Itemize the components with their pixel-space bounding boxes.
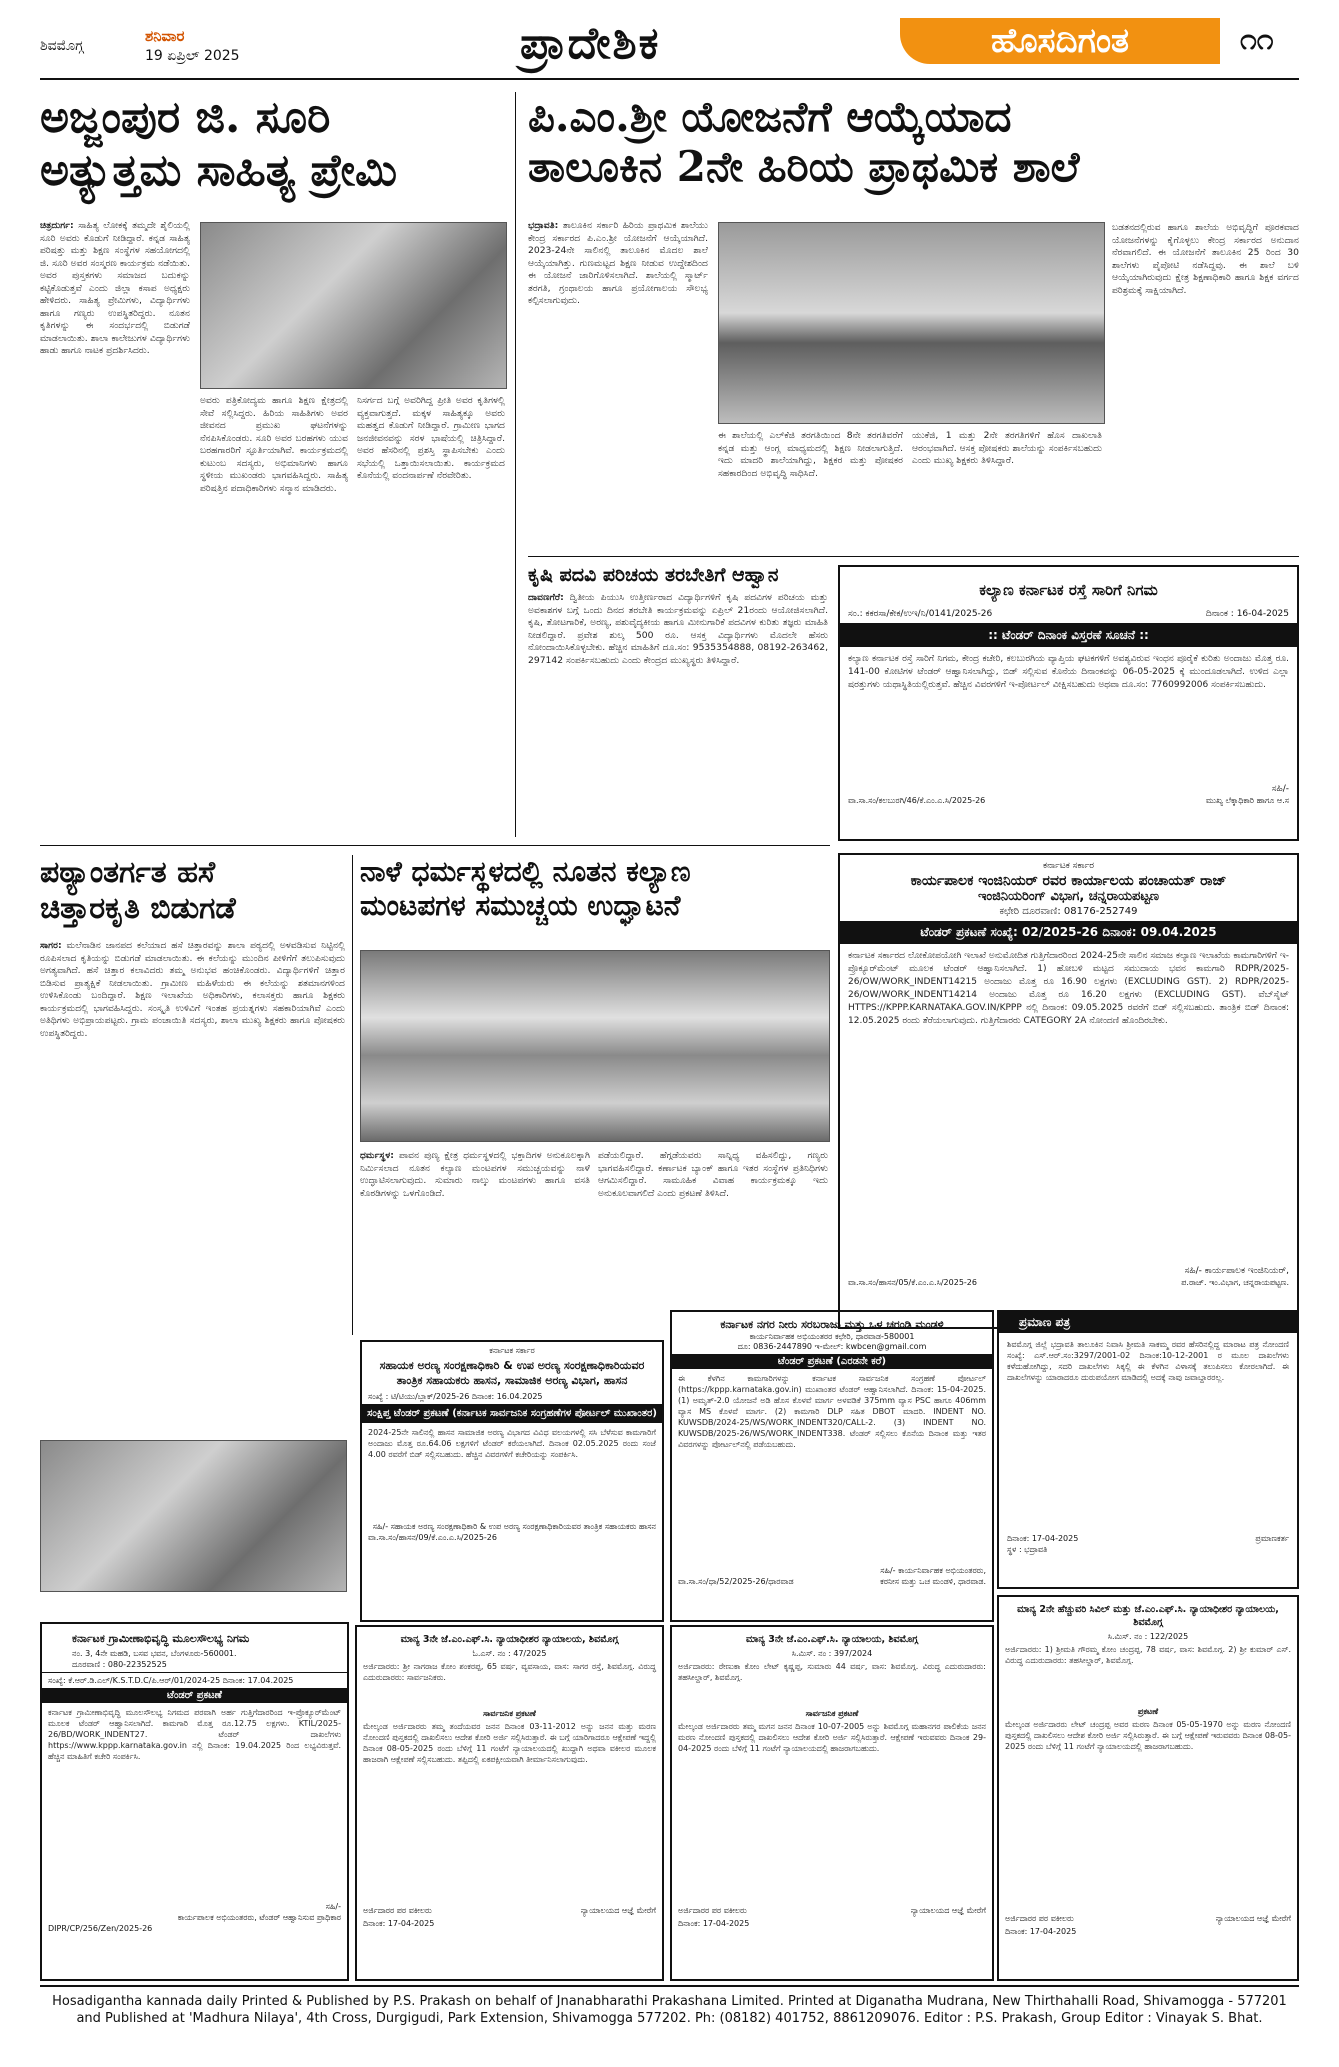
story2-body4: ಬಡತನದಲ್ಲಿರುವ ಹಾಗೂ ಶಾಲೆಯ ಅಭಿವೃದ್ಧಿಗೆ ಪೂರಕವಾದ ಯೋಜನೆಗಳನ್ನು ಕೈಗೊಳ್ಳಲು ಕೇಂದ್ರ ಸರ್ಕಾರದ ಅನುದಾನ ನೆರವಾಗಲಿದೆ. ಈ ಯೋಜನೆಗೆ ತಾಲೂಕಿನ 25 ರಿಂದ 30 ಶಾಲೆಗಳು ಪೈಪೋಟಿ ನಡೆಸಿದ್ದವು. ಈ ಶಾಲೆ ಬಳಿ ಆಯ್ಕೆಯಾಗಿರುವುದು ಕ್ಷೇತ್ರ ಶಿಕ್ಷಣಾಧಿಕಾರಿ ಹಾಗೂ ಶಿಕ್ಷಕ ವರ್ಗದ ಪರಿಶ್ರಮಕ್ಕೆ ಸಾಕ್ಷಿಯಾಗಿದೆ. (1112, 222, 1299, 296)
ad-krdcl-body: ಕಲ್ಯಾಣ ಕರ್ನಾಟಕ ರಸ್ತೆ ಸಾರಿಗೆ ನಿಗಮ, ಕೇಂದ್ರ ಕಚೇರಿ, ಕಲಬುರಗಿಯ ವ್ಯಾಪ್ತಿಯ ಘಟಕಗಳಿಗೆ ಅವಶ್ಯವಿರುವ ಇಂಧನ ಪೂರೈಕೆ ಕುರಿತು ಅಂದಾಜು ಮೊತ್ತ ರೂ. 141-00 ಕೋಟಿಗಳ ಟೆಂಡರ್ ಆಹ್ವಾನಿಸಲಾಗಿದ್ದು, ಬಿಡ್ ಸಲ್ಲಿಸುವ ಕೊನೆಯ ದಿನಾಂಕವನ್ನು 06-05-2025 ಕ್ಕೆ ಮುಂದೂಡಲಾಗಿದೆ. ಉಳಿದ ಎಲ್ಲಾ ಷರತ್ತುಗಳು ಯಥಾಸ್ಥಿತಿಯಲ್ಲಿರುತ್ತವೆ. ಹೆಚ್ಚಿನ ವಿವರಗಳಿಗೆ ಇ-ಪೋರ್ಟಲ್ ವೀಕ್ಷಿಸಬಹುದು ಅಥವಾ ದೂ.ಸಂ: 7760992006 ಸಂಪರ್ಕಿಸಬಹುದು. (848, 654, 1289, 690)
court3-title: ಮಾನ್ಯ 2ನೇ ಹೆಚ್ಚುವರಿ ಸಿವಿಲ್ ಮತ್ತು ಜೆ.ಎಂ.ಎಫ್.ಸಿ. ನ್ಯಾಯಾಧೀಶರ ನ್ಯಾಯಾಲಯ, ಶಿವಮೊಗ್ಗ (1017, 1604, 1279, 1628)
ad-krdcl-ref: ಸಂ.: ಕಕರಸಾ/ಕೇಕ/ಉಇ/ನಿ/0141/2025-26 (848, 609, 993, 619)
divider (40, 845, 830, 846)
ad-certificate-title: ಪ್ರಮಾಣ ಪತ್ರ (999, 1312, 1297, 1333)
story4-headline (40, 855, 345, 927)
court2-case: ಸಿ.ಮಿಸ್. ನಂ : 397/2024 (791, 1649, 873, 1658)
story1-body2: ಅವರು ಪತ್ರಿಕೋದ್ಯಮ ಹಾಗೂ ಶಿಕ್ಷಣ ಕ್ಷೇತ್ರದಲ್ಲಿ ಸೇವೆ ಸಲ್ಲಿಸಿದ್ದರು. ಹಿರಿಯ ಸಾಹಿತಿಗಳು ಅವರ ಜೀವನದ ಪ್ರಮುಖ ಘಟನೆಗಳನ್ನು ನೆನಪಿಸಿಕೊಂಡರು. ಸೂರಿ ಅವರ ಬರಹಗಳು ಯುವ ಬರಹಗಾರರಿಗೆ ಸ್ಫೂರ್ತಿಯಾಗಿವೆ. ಕಾರ್ಯಕ್ರಮದಲ್ಲಿ ಕುಟುಂಬ ಸದಸ್ಯರು, ಅಭಿಮಾನಿಗಳು ಹಾಗೂ ಸ್ಥಳೀಯ ಮುಖಂಡರು ಭಾಗವಹಿಸಿದ್ದರು. ಸಾಹಿತ್ಯ ಪರಿಷತ್ತಿನ ಪದಾಧಿಕಾರಿಗಳು ಸನ್ಮಾನ ಮಾಡಿದರು. (200, 395, 348, 494)
ad-pwd-foot (840, 1276, 1297, 1290)
court1-sign: ನ್ಯಾಯಾಲಯದ ಆಜ್ಞೆ ಮೇರೆಗೆ (580, 1906, 656, 1915)
ad-krdl-sign: ಸಹಿ/- (325, 1902, 341, 1911)
ad-certificate-body: ಶಿವಮೊಗ್ಗ ಜಿಲ್ಲೆ ಭದ್ರಾವತಿ ತಾಲೂಕಿನ ನಿವಾಸಿ ಶ್ರೀಮತಿ ಸಾಕಮ್ಮ ರವರ ಹೆಸರಿನಲ್ಲಿದ್ದ ಮಾರಾಟ ಪತ್ರ ನೋಂದಣಿ ಸಂಖ್ಯೆ: ಎಸ್.ಆರ್.ಸಂ:3297/2001-02 ದಿನಾಂಕ:10-12-2001 ರ ಮೂಲ ದಾಖಲೆಗಳು ಕಳೆದುಹೋಗಿದ್ದು, ಸದರಿ ದಾಖಲೆಗಳು ಸಿಕ್ಕಲ್ಲಿ ಈ ಕೆಳಗಿನ ವಿಳಾಸಕ್ಕೆ ತಲುಪಿಸಲು ಕೋರಲಾಗಿದೆ. ಈ ದಾಖಲೆಗಳನ್ನು ಯಾರಾದರೂ ದುರುಪಯೋಗ ಮಾಡಿದಲ್ಲಿ ಅದಕ್ಕೆ ನಾವು ಜವಾಬ್ದಾರರಲ್ಲ. (1007, 1340, 1289, 1382)
brand-logo (900, 18, 1220, 64)
court2-parties: ಅರ್ಜಿದಾರರು: ರೇಣುಕಾ ಕೋಂ ಲೇಟ್ ಕೃಷ್ಣಪ್ಪ, ಸುಮಾರು 44 ವರ್ಷ, ವಾಸ: ಶಿವಮೊಗ್ಗ. ವಿರುದ್ಧ ಎದುರುದಾರರು: ತಹಸೀಲ್ದಾರ್, ಶಿವಮೊಗ್ಗ. (678, 1662, 986, 1682)
court2-date: ದಿನಾಂಕ: 17-04-2025 (678, 1919, 750, 1928)
ad-forest-band: ಸಂಕ್ಷಿಪ್ತ ಟೆಂಡರ್ ಪ್ರಕಟಣೆ (ಕರ್ನಾಟಕ ಸಾರ್ವಜನಿಕ ಸಂಗ್ರಹಣೆಗಳ ಪೋರ್ಟಲ್ ಮುಖಾಂತರ) (362, 1404, 662, 1423)
divider (352, 855, 353, 1335)
story5-col1 (360, 1150, 590, 1330)
story5-headline-line2: ಮಂಟಪಗಳ ಸಮುಚ್ಚಯ ಉದ್ಘಾಟನೆ (360, 888, 681, 922)
ad-forest-sign: ಸಹಿ/- ಸಹಾಯಕ ಅರಣ್ಯ ಸಂರಕ್ಷಣಾಧಿಕಾರಿ & ಉಪ ಅರಣ್ಯ ಸಂರಕ್ಷಣಾಧಿಕಾರಿಯವರ ತಾಂತ್ರಿಕ ಸಹಾಯಕರು ಹಾಸನ (372, 1522, 656, 1531)
court3-parties: ಅರ್ಜಿದಾರರು: 1) ಶ್ರೀಮತಿ ಗೌರಮ್ಮ ಕೋಂ ಚಂದ್ರಪ್ಪ, 78 ವರ್ಷ, ವಾಸ: ಶಿವಮೊಗ್ಗ. 2) ಶ್ರೀ ಕುಮಾರ್ ಎಸ್. ವಿರುದ್ಧ ಎದುರುದಾರರು: ತಹಸೀಲ್ದಾರ್, ಶಿವಮೊಗ್ಗ. (1005, 1645, 1291, 1665)
story2-col1 (528, 220, 708, 550)
ad-kuwsdb-body: ಈ ಕೆಳಗಿನ ಕಾಮಗಾರಿಗಳನ್ನು ಕರ್ನಾಟಕ ಸಾರ್ವಜನಿಕ ಸಂಗ್ರಹಣೆ ಪೋರ್ಟಲ್ (https://kppp.karnataka.gov.in) ಮುಖಾಂತರ ಟೆಂಡರ್ ಆಹ್ವಾನಿಸಲಾಗಿದೆ. ದಿನಾಂಕ: 15-04-2025. (1) ಅಮೃತ್-2.0 ಯೋಜನೆ ಅಡಿ ಹೊಸ ಕೊಳವೆ ಮಾರ್ಗ ಅಳವಡಿಕೆ 375mm ವ್ಯಾಸ PSC ಹಾಗೂ 406mm ವ್ಯಾಸ MS ಕೊಳವೆ ಮಾರ್ಗ. (2) ಕಾಮಗಾರಿ DLP ಸಹಿತ DBOT ಮಾದರಿ. INDENT NO. KUWSDB/2024-25/WS/WORK_INDENT320/CALL-2. (3) INDENT NO. KUWSDB/2025-26/WS/WORK_INDENT338. ಟೆಂಡರ್ ಸಲ್ಲಿಸಲು ಕೊನೆಯ ದಿನಾಂಕ ಮತ್ತು ಇತರ ವಿವರಗಳನ್ನು ಪೋರ್ಟಲ್‌ನಲ್ಲಿ ಪಡೆಯಬಹುದು. (678, 1374, 986, 1449)
ad-krdl-band: ಟೆಂಡರ್ ಪ್ರಕಟಣೆ (42, 1688, 347, 1703)
court2-lawyer: ಅರ್ಜಿದಾರರ ಪರ ವಕೀಲರು (678, 1906, 747, 1915)
ad-krdl-phone: ದೂರವಾಣಿ : 080-22352525 (72, 1660, 167, 1669)
imprint-line2: and Published at 'Madhura Nilaya', 4th Cross, Durgigudi, Park Extension, Shivamogga 577202. Ph: (08182) 401752, 8861209076. Editor : P.S. Prakash, Group Editor : Vinayak S. Bhat. (76, 2011, 1263, 2026)
ad-kuwsdb-foot (672, 1576, 992, 1587)
ad-kuwsdb (670, 1310, 994, 1622)
court1-title: ಮಾನ್ಯ 3ನೇ ಜೆ.ಎಂ.ಎಫ್.ಸಿ. ನ್ಯಾಯಾಧೀಶರ ನ್ಯಾಯಾಲಯ, ಶಿವಮೊಗ್ಗ (400, 1634, 619, 1645)
ad-krdl-addr: ನಂ. 3, 4ನೇ ಮಹಡಿ, ಬಸವ ಭವನ, ಬೆಂಗಳೂರು-560001. (72, 1649, 237, 1658)
story2-body1: ತಾಲೂಕಿನ ಸರ್ಕಾರಿ ಹಿರಿಯ ಪ್ರಾಥಮಿಕ ಶಾಲೆಯು ಕೇಂದ್ರ ಸರ್ಕಾರದ ಪಿ.ಎಂ.ಶ್ರೀ ಯೋಜನೆಗೆ ಆಯ್ಕೆಯಾಗಿದೆ. 2023-24ನೇ ಸಾಲಿನಲ್ಲಿ ತಾಲೂಕಿನ ಮೊದಲ ಶಾಲೆ ಆಯ್ಕೆಯಾಗಿತ್ತು. ಗುಣಮಟ್ಟದ ಶಿಕ್ಷಣ ನೀಡುವ ಉದ್ದೇಶದಿಂದ ಈ ಯೋಜನೆ ಜಾರಿಗೊಳಿಸಲಾಗಿದೆ. ಶಾಲೆಯಲ್ಲಿ ಸ್ಮಾರ್ಟ್ ತರಗತಿ, ಗ್ರಂಥಾಲಯ ಹಾಗೂ ಪ್ರಯೋಗಾಲಯ ಸೌಲಭ್ಯ ಕಲ್ಪಿಸಲಾಗುವುದು. (528, 220, 708, 306)
divider (515, 92, 516, 837)
story1-headline-line1: ಅಜ್ಜಂಪುರ ಜಿ. ಸೂರಿ (40, 92, 331, 143)
story2-col2 (718, 430, 903, 550)
story2-col3 (912, 430, 1102, 550)
ad-krdcl-date: ದಿನಾಂಕ : 16-04-2025 (1205, 609, 1289, 619)
imprint-line1: Hosadigantha kannada daily Printed & Published by P.S. Prakash on behalf of Jnanabharathi Prakashana Limited. Printed at Diganatha Mudrana, New Thirthahalli Road, Shivamogga - 577201 (52, 1994, 1287, 2009)
story2-headline (528, 92, 1299, 193)
court3-heading: ಪ್ರಕಟಣೆ (1137, 1707, 1159, 1716)
ad-pwd (838, 853, 1299, 1329)
story4-body-text: ಮಲೆನಾಡಿನ ಜಾನಪದ ಕಲೆಯಾದ ಹಸೆ ಚಿತ್ತಾರವನ್ನು ಶಾಲಾ ಪಠ್ಯದಲ್ಲಿ ಅಳವಡಿಸುವ ನಿಟ್ಟಿನಲ್ಲಿ ರೂಪಿಸಲಾದ ಕೃತಿಯನ್ನು ಬಿಡುಗಡೆ ಮಾಡಲಾಯಿತು. ಈ ಕಲೆಯನ್ನು ಮುಂದಿನ ಪೀಳಿಗೆಗೆ ತಲುಪಿಸುವುದು ಅಗತ್ಯವಾಗಿದೆ. ಹಸೆ ಚಿತ್ತಾರ ಕಲಾವಿದರು ತಮ್ಮ ಅನುಭವ ಹಂಚಿಕೊಂಡರು. ವಿದ್ಯಾರ್ಥಿಗಳಿಗೆ ಚಿತ್ತಾರ ಬಿಡಿಸುವ ಪ್ರಾತ್ಯಕ್ಷಿಕೆ ನೀಡಲಾಯಿತು. ಗ್ರಾಮೀಣ ಮಹಿಳೆಯರು ಈ ಕಲೆಯನ್ನು ಶತಮಾನಗಳಿಂದ ಉಳಿಸಿಕೊಂಡು ಬಂದಿದ್ದಾರೆ. ಶಿಕ್ಷಣ ಇಲಾಖೆಯ ಅಧಿಕಾರಿಗಳು, ಕಲಾಸಕ್ತರು ಹಾಗೂ ಶಿಕ್ಷಕರು ಕಾರ್ಯಕ್ರಮದಲ್ಲಿ ಭಾಗವಹಿಸಿದ್ದರು. ಸಂಸ್ಕೃತಿ ಉಳಿವಿಗೆ ಇಂತಹ ಪ್ರಯತ್ನಗಳು ಸಹಕಾರಿಯಾಗಿವೆ ಎಂದು ಅತಿಥಿಗಳು ಅಭಿಪ್ರಾಯಪಟ್ಟರು. ಗ್ರಾಮ ಪಂಚಾಯಿತಿ ಸದಸ್ಯರು, ಶಾಲಾ ಮುಖ್ಯ ಶಿಕ್ಷಕರು ಹಾಗೂ ಪೋಷಕರು ಉಪಸ್ಥಿತರಿದ್ದರು. (40, 940, 345, 1039)
story2-headline-line2: ತಾಲೂಕಿನ 2ನೇ ಹಿರಿಯ ಪ್ರಾಥಮಿಕ ಶಾಲೆ (528, 142, 1080, 192)
ad-pwd-title1: ಕಾರ್ಯಪಾಲಕ ಇಂಜಿನಿಯರ್ ರವರ ಕಾರ್ಯಾಲಯ ಪಂಚಾಯತ್ ರಾಜ್ (910, 873, 1227, 889)
section-title: ಪ್ರಾದೇಶಿಕ (520, 18, 661, 69)
court1-lawyer: ಅರ್ಜಿದಾರರ ಪರ ವಕೀಲರು (363, 1906, 432, 1915)
weekday: ಶನಿವಾರ (145, 27, 185, 45)
ad-pwd-phone: ಕಛೇರಿ ದೂರವಾಣಿ: 08176-252749 (999, 906, 1138, 917)
court-notice-1 (355, 1625, 664, 1981)
ad-krdcl-band: :: ಟೆಂಡರ್ ದಿನಾಂಕ ವಿಸ್ತರಣೆ ಸೂಚನೆ :: (840, 624, 1297, 647)
ad-forest (360, 1340, 664, 1622)
story1-body3: ನಿಸರ್ಗದ ಬಗ್ಗೆ ಅವರಿಗಿದ್ದ ಪ್ರೀತಿ ಅವರ ಕೃತಿಗಳಲ್ಲಿ ವ್ಯಕ್ತವಾಗುತ್ತದೆ. ಮಕ್ಕಳ ಸಾಹಿತ್ಯಕ್ಕೂ ಅವರು ಮಹತ್ವದ ಕೊಡುಗೆ ನೀಡಿದ್ದಾರೆ. ಗ್ರಾಮೀಣ ಭಾಗದ ಜನಜೀವನವನ್ನು ಸರಳ ಭಾಷೆಯಲ್ಲಿ ಚಿತ್ರಿಸಿದ್ದಾರೆ. ಅವರ ಹೆಸರಿನಲ್ಲಿ ಪ್ರಶಸ್ತಿ ಸ್ಥಾಪಿಸಬೇಕು ಎಂದು ಸಭೆಯಲ್ಲಿ ಒತ್ತಾಯಿಸಲಾಯಿತು. ಕಾರ್ಯಕ್ರಮದ ಕೊನೆಯಲ್ಲಿ ವಂದನಾರ್ಪಣೆ ನೆರವೇರಿತು. (357, 395, 505, 481)
story4-body (40, 940, 345, 1435)
ad-pwd-sign2: ಪ.ರಾಜ್. ಇಂ.ವಿಭಾಗ, ಚನ್ನರಾಯಪಟ್ಟಣ. (1181, 1278, 1289, 1287)
ad-certificate-foot (999, 1533, 1297, 1544)
ad-forest-body: 2024-25ನೇ ಸಾಲಿನಲ್ಲಿ ಹಾಸನ ಸಾಮಾಜಿಕ ಅರಣ್ಯ ವಿಭಾಗದ ವಿವಿಧ ವಲಯಗಳಲ್ಲಿ ಸಸಿ ಬೆಳೆಸುವ ಕಾಮಗಾರಿಗೆ ಅಂದಾಜು ಮೊತ್ತ ರೂ.64.06 ಲಕ್ಷಗಳಿಗೆ ಟೆಂಡರ್ ಕರೆಯಲಾಗಿದೆ. ದಿನಾಂಕ 02.05.2025 ರಂದು ಸಂಜೆ 4.00 ರವರೆಗೆ ಬಿಡ್ ಸಲ್ಲಿಸಬಹುದು. ಹೆಚ್ಚಿನ ವಿವರಗಳಿಗೆ ಕಚೇರಿಯನ್ನು ಸಂಪರ್ಕಿಸಿ. (368, 1428, 656, 1459)
court2-foot (672, 1903, 992, 1918)
story5-photo (360, 950, 830, 1142)
ad-pwd-sign: ಸಹಿ/- ಕಾರ್ಯಪಾಲಕ ಇಂಜಿನಿಯರ್, (1184, 1266, 1289, 1276)
story1-photo (200, 222, 507, 389)
court1-heading: ಸಾರ್ವಜನಿಕ ಪ್ರಕಟಣೆ (483, 1709, 536, 1718)
story3-body (528, 592, 828, 832)
story1-body1: ಸಾಹಿತ್ಯ ಲೋಕಕ್ಕೆ ತಮ್ಮದೇ ಶೈಲಿಯಲ್ಲಿ ಸೂರಿ ಅವರು ಕೊಡುಗೆ ನೀಡಿದ್ದಾರೆ. ಕನ್ನಡ ಸಾಹಿತ್ಯ ಪರಿಷತ್ತು ಮತ್ತು ಶಿಕ್ಷಣ ಸಂಸ್ಥೆಗಳ ಸಹಯೋಗದಲ್ಲಿ ಜಿ. ಸೂರಿ ಅವರ ಸಂಸ್ಮರಣ ಕಾರ್ಯಕ್ರಮ ನಡೆಯಿತು. ಅವರ ಪುಸ್ತಕಗಳು ಸಮಾಜದ ಬದುಕನ್ನು ಕಟ್ಟಿಕೊಡುತ್ತವೆ ಎಂದು ಜಿಲ್ಲಾ ಕಸಾಪ ಅಧ್ಯಕ್ಷರು ಹೇಳಿದರು. ಸಾಹಿತ್ಯ ಪ್ರೇಮಿಗಳು, ವಿದ್ಯಾರ್ಥಿಗಳು ಹಾಗೂ ಗಣ್ಯರು ಉಪಸ್ಥಿತರಿದ್ದರು. ನೂತನ ಕೃತಿಗಳನ್ನು ಈ ಸಂದರ್ಭದಲ್ಲಿ ಬಿಡುಗಡೆ ಮಾಡಲಾಯಿತು. ಶಾಲಾ ಕಾಲೇಜುಗಳ ವಿದ್ಯಾರ್ಥಿಗಳು ಹಾಡು ಹಾಗೂ ನಾಟಕ ಪ್ರದರ್ಶಿಸಿದರು. (40, 220, 190, 356)
ad-krdl (40, 1622, 349, 1981)
ad-pwd-title2: ಇಂಜಿನಿಯರಿಂಗ್ ವಿಭಾಗ, ಚನ್ನರಾಯಪಟ್ಟಣ (977, 889, 1160, 904)
story5-dateline: ಧರ್ಮಸ್ಥಳ: (360, 1150, 394, 1161)
ad-kuwsdb-sign2: ಕರನೀಸ ಮತ್ತು ಒಚ ಮಂಡಳಿ, ಧಾರವಾಡ. (880, 1577, 986, 1586)
ad-krdl-body: ಕರ್ನಾಟಕ ಗ್ರಾಮೀಣಾಭಿವೃದ್ಧಿ ಮೂಲಸೌಲಭ್ಯ ನಿಗಮದ ಪರವಾಗಿ ಅರ್ಹ ಗುತ್ತಿಗೆದಾರರಿಂದ ಇ-ಪ್ರೊಕ್ಯೂರ್‌ಮೆಂಟ್ ಮೂಲಕ ಟೆಂಡರ್ ಆಹ್ವಾನಿಸಲಾಗಿದೆ. ಕಾಮಗಾರಿ ಮೊತ್ತ ರೂ.12.75 ಲಕ್ಷಗಳು. KTIL/2025-26/BD/WORK_INDENT27. ಟೆಂಡರ್ ದಾಖಲೆಗಳು https://www.kppp.karnataka.gov.in ನಲ್ಲಿ ದಿನಾಂಕ: 19.04.2025 ರಿಂದ ಲಭ್ಯವಿರುತ್ತವೆ. ಹೆಚ್ಚಿನ ಮಾಹಿತಿಗೆ ಕಚೇರಿ ಸಂಪರ್ಕಿಸಿ. (48, 1708, 341, 1761)
story5-body2: ಪಡೆಯಲಿದ್ದಾರೆ. ಹೆಗ್ಗಡೆಯವರು ಸಾನ್ನಿಧ್ಯ ವಹಿಸಲಿದ್ದು, ಗಣ್ಯರು ಭಾಗವಹಿಸಲಿದ್ದಾರೆ. ಕರ್ಣಾಟಕ ಬ್ಯಾಂಕ್ ಹಾಗೂ ಇತರ ಸಂಸ್ಥೆಗಳ ಪ್ರತಿನಿಧಿಗಳು ಆಗಮಿಸಲಿದ್ದಾರೆ. ಸಾಮೂಹಿಕ ವಿವಾಹ ಕಾರ್ಯಕ್ರಮಕ್ಕೂ ಇದು ಅನುಕೂಲವಾಗಲಿದೆ ಎಂದು ಪ್ರಕಟಣೆ ತಿಳಿಸಿದೆ. (598, 1150, 828, 1199)
ad-kuwsdb-org: ಕರ್ನಾಟಕ ನಗರ ನೀರು ಸರಬರಾಜು ಮತ್ತು ಒಳ ಚರಂಡಿ ಮಂಡಳಿ (720, 1318, 944, 1331)
court-notice-2 (670, 1625, 994, 1981)
ad-krdl-signatory: ಕಾರ್ಯಪಾಲಕ ಅಭಿಯಂತರರು, ಟೆಂಡರ್ ಆಹ್ವಾನಿಸುವ ಪ್ರಾಧಿಕಾರ (177, 1913, 341, 1922)
ad-forest-gov: ಕರ್ನಾಟಕ ಸರ್ಕಾರ (489, 1346, 535, 1355)
divider (528, 556, 1299, 557)
story3-body-text: ದ್ವಿತೀಯ ಪಿಯುಸಿ ಉತ್ತೀರ್ಣರಾದ ವಿದ್ಯಾರ್ಥಿಗಳಿಗೆ ಕೃಷಿ ಪದವಿಗಳ ಪರಿಚಯ ಮತ್ತು ಅವಕಾಶಗಳ ಬಗ್ಗೆ ಒಂದು ದಿನದ ತರಬೇತಿ ಕಾರ್ಯಕ್ರಮವನ್ನು ಏಪ್ರಿಲ್ 21ರಂದು ಆಯೋಜಿಸಲಾಗಿದೆ. ಕೃಷಿ, ತೋಟಗಾರಿಕೆ, ಅರಣ್ಯ, ಪಶುವೈದ್ಯಕೀಯ ಹಾಗೂ ಮೀನುಗಾರಿಕೆ ಪದವಿಗಳ ಕುರಿತು ತಜ್ಞರು ಮಾಹಿತಿ ನೀಡಲಿದ್ದಾರೆ. ಪ್ರವೇಶ ಶುಲ್ಕ 500 ರೂ. ಆಸಕ್ತ ವಿದ್ಯಾರ್ಥಿಗಳು ಮೊದಲೇ ಹೆಸರು ನೋಂದಾಯಿಸಿಕೊಳ್ಳಬೇಕು. ಹೆಚ್ಚಿನ ಮಾಹಿತಿಗೆ ದೂ.ಸಂ: 9535354888, 08192-263462, 297142 ಸಂಪರ್ಕಿಸಬಹುದು ಎಂದು ಕೇಂದ್ರದ ಮುಖ್ಯಸ್ಥರು ತಿಳಿಸಿದ್ದಾರೆ. (528, 592, 828, 666)
story2-dateline: ಭದ್ರಾವತಿ: (528, 220, 559, 231)
brand-name: ಹೊಸದಿಗಂತ (990, 21, 1130, 61)
story4-headline-line2: ಚಿತ್ತಾರಕೃತಿ ಬಿಡುಗಡೆ (40, 891, 236, 926)
ad-krdcl-sign: ಸಹಿ/- (1271, 784, 1289, 794)
ad-forest-code: ವಾ.ಸಾ.ಸಂ/ಹಾಸನ/09/ಕೆ.ಎಂ.ಎ.ಸಿ/2025-26 (368, 1533, 497, 1542)
ad-forest-title: ಸಹಾಯಕ ಅರಣ್ಯ ಸಂರಕ್ಷಣಾಧಿಕಾರಿ & ಉಪ ಅರಣ್ಯ ಸಂರಕ್ಷಣಾಧಿಕಾರಿಯವರ ತಾಂತ್ರಿಕ ಸಹಾಯಕರು ಹಾಸನ, ಸಾಮಾಜಿಕ ಅರಣ್ಯ ವಿಭಾಗ, ಹಾಸನ (379, 1359, 645, 1387)
court2-heading: ಸಾರ್ವಜನಿಕ ಪ್ರಕಟಣೆ (805, 1709, 859, 1718)
court3-date: ದಿನಾಂಕ: 17-04-2025 (1005, 1927, 1077, 1936)
story2-body2: ಈ ಶಾಲೆಯಲ್ಲಿ ಎಲ್‌ಕೆಜಿ ತರಗತಿಯಿಂದ 8ನೇ ತರಗತಿವರೆಗೆ ಕನ್ನಡ ಮತ್ತು ಆಂಗ್ಲ ಮಾಧ್ಯಮದಲ್ಲಿ ಶಿಕ್ಷಣ ನೀಡಲಾಗುತ್ತಿದೆ. ಇದು ಮಾದರಿ ಶಾಲೆಯಾಗಿದ್ದು, ಶಿಕ್ಷಕರ ಮತ್ತು ಪೋಷಕರ ಸಹಕಾರದಿಂದ ಅಭಿವೃದ್ಧಿ ಸಾಧಿಸಿದೆ. (718, 430, 903, 479)
story5-col2 (598, 1150, 828, 1330)
story4-photo (40, 1440, 347, 1592)
ad-kuwsdb-band: ಟೆಂಡರ್ ಪ್ರಕಟಣೆ (ಎರಡನೇ ಕರೆ) (672, 1354, 992, 1369)
court2-title: ಮಾನ್ಯ 3ನೇ ಜೆ.ಎಂ.ಎಫ್.ಸಿ. ನ್ಯಾಯಾಲಯ, ಶಿವಮೊಗ್ಗ (746, 1634, 918, 1645)
story1-headline-line2: ಅತ್ಯುತ್ತಮ ಸಾಹಿತ್ಯ ಪ್ರೇಮಿ (40, 144, 398, 196)
story1-dateline: ಚಿತ್ರದುರ್ಗ: (40, 220, 74, 231)
ad-krdl-ref: ಸಂಖ್ಯೆ: ಕೆ.ಆರ್.ಡಿ.ಎಲ್/K.S.T.D.C/ಪಿ.ಆರ್/01/2024-25 ದಿನಾಂಕ: 17.04.2025 (42, 1672, 347, 1688)
court1-foot (357, 1903, 662, 1918)
story3-dateline: ದಾವಣಗೆರೆ: (528, 592, 564, 603)
court-notice-3 (997, 1595, 1299, 1981)
ad-certificate (997, 1310, 1299, 1589)
story2-photo (718, 222, 1105, 424)
ad-pwd-body: ಕರ್ನಾಟಕ ಸರ್ಕಾರದ ಲೋಕೋಪಯೋಗಿ ಇಲಾಖೆ ಅನುಮೋದಿತ ಗುತ್ತಿಗೆದಾರರಿಂದ 2024-25ನೇ ಸಾಲಿನ ಸಮಾಜ ಕಲ್ಯಾಣ ಇಲಾಖೆಯ ಕಾಮಗಾರಿಗಳಿಗೆ ಇ-ಪ್ರೊಕ್ಯೂರ್‌ಮೆಂಟ್ ಮೂಲಕ ಟೆಂಡರ್ ಆಹ್ವಾನಿಸಲಾಗಿದೆ. 1) ಹೋಬಳಿ ಮಟ್ಟದ ಸಮುದಾಯ ಭವನ ಕಾಮಗಾರಿ RDPR/2025-26/OW/WORK_INDENT14215 ಅಂದಾಜು ಮೊತ್ತ ರೂ 16.90 ಲಕ್ಷಗಳು (EXCLUDING GST). 2) RDPR/2025-26/OW/WORK_INDENT14214 ಅಂದಾಜು ಮೊತ್ತ ರೂ 16.20 ಲಕ್ಷಗಳು (EXCLUDING GST). ವೆಬ್‌ಸೈಟ್ HTTPS://KPPP.KARNATAKA.GOV.IN/KPPP ನಲ್ಲಿ ದಿನಾಂಕ: 09.05.2025 ರವರೆಗೆ ಬಿಡ್ ಸಲ್ಲಿಸಬಹುದು. ತಾಂತ್ರಿಕ ಬಿಡ್ ದಿನಾಂಕ: 12.05.2025 ರಂದು ತೆರೆಯಲಾಗುವುದು. ಗುತ್ತಿಗೆದಾರರು CATEGORY 2A ನೋಂದಣಿ ಹೊಂದಿರಬೇಕು. (848, 951, 1289, 1026)
ad-krdcl-foot (840, 794, 1297, 808)
ad-krdcl-org: ಕಲ್ಯಾಣ ಕರ್ನಾಟಕ ರಸ್ತೆ ಸಾರಿಗೆ ನಿಗಮ (979, 581, 1158, 599)
ad-pwd-gov: ಕರ್ನಾಟಕ ಸರ್ಕಾರ (1042, 861, 1095, 871)
ad-krdcl-refrow (840, 599, 1297, 624)
story1-col2 (200, 395, 348, 840)
ad-certificate-date: ದಿನಾಂಕ: 17-04-2025 (1007, 1534, 1079, 1543)
ad-krdcl (838, 565, 1299, 841)
court3-body: ಮೇಲ್ಕಂಡ ಅರ್ಜಿದಾರರು ಲೇಟ್ ಚಂದ್ರಪ್ಪ ಅವರ ಮರಣ ದಿನಾಂಕ 05-05-1970 ಅನ್ನು ಮರಣ ನೋಂದಣಿ ಪುಸ್ತಕದಲ್ಲಿ ದಾಖಲಿಸಲು ಆದೇಶ ಕೋರಿ ಅರ್ಜಿ ಸಲ್ಲಿಸಿರುತ್ತಾರೆ. ಈ ಬಗ್ಗೆ ಆಕ್ಷೇಪಣೆ ಇರುವವರು ದಿನಾಂಕ 08-05-2025 ರಂದು ಬೆಳಿಗ್ಗೆ 11 ಗಂಟೆಗೆ ನ್ಯಾಯಾಲಯದಲ್ಲಿ ಹಾಜರಾಗಬಹುದು. (1005, 1720, 1291, 1751)
story1-headline (40, 92, 505, 198)
ad-kuwsdb-sign: ಸಹಿ/- ಕಾರ್ಯನಿರ್ವಾಹಕ ಅಭಿಯಂತರರು, (880, 1566, 986, 1575)
story4-dateline: ಸಾಗರ: (40, 940, 62, 951)
ad-kuwsdb-addr: ಕಾರ್ಯನಿರ್ವಾಹಕ ಅಭಿಯಂತರರ ಕಛೇರಿ, ಧಾರವಾಡ-580001 (749, 1332, 915, 1341)
ad-certificate-sign: ಪ್ರಮಾಣಕರ್ತ (1255, 1534, 1289, 1543)
court2-body: ಮೇಲ್ಕಂಡ ಅರ್ಜಿದಾರರು ತಮ್ಮ ಮಗನ ಜನನ ದಿನಾಂಕ 10-07-2005 ಅನ್ನು ಶಿವಮೊಗ್ಗ ಮಹಾನಗರ ಪಾಲಿಕೆಯ ಜನನ ಮರಣ ನೋಂದಣಿ ಪುಸ್ತಕದಲ್ಲಿ ದಾಖಲಿಸಲು ಆದೇಶ ಕೋರಿ ಅರ್ಜಿ ಸಲ್ಲಿಸಿರುತ್ತಾರೆ. ಆಕ್ಷೇಪಣೆ ಇರುವವರು ದಿನಾಂಕ 29-04-2025 ರಂದು ಬೆಳಿಗ್ಗೆ 11 ಗಂಟೆಗೆ ನ್ಯಾಯಾಲಯದಲ್ಲಿ ಹಾಜರಾಗಬಹುದು. (678, 1722, 986, 1753)
ad-certificate-place: ಸ್ಥಳ : ಭದ್ರಾವತಿ (1007, 1545, 1048, 1554)
masthead (40, 18, 1299, 80)
story2-body3: ಯುಕೆಜಿ, 1 ಮತ್ತು 2ನೇ ತರಗತಿಗಳಿಗೆ ಹೊಸ ದಾಖಲಾತಿ ಆರಂಭವಾಗಿದೆ. ಆಸಕ್ತ ಪೋಷಕರು ಶಾಲೆಯನ್ನು ಸಂಪರ್ಕಿಸಬಹುದು ಎಂದು ಮುಖ್ಯ ಶಿಕ್ಷಕರು ತಿಳಿಸಿದ್ದಾರೆ. (912, 430, 1102, 466)
court1-date: ದಿನಾಂಕ: 17-04-2025 (363, 1919, 435, 1928)
court2-sign: ನ್ಯಾಯಾಲಯದ ಆಜ್ಞೆ ಮೇರೆಗೆ (910, 1906, 986, 1915)
ad-kuwsdb-code: ವಾ.ಸಾ.ಸಂ/ಧಾ/52/2025-26/ಧಾರವಾಡ (678, 1577, 794, 1586)
story1-col1 (40, 220, 190, 840)
ad-krdl-code: DIPR/CP/256/Zen/2025-26 (48, 1924, 153, 1933)
court1-parties: ಅರ್ಜಿದಾರರು: ಶ್ರೀ ನಾಗರಾಜ ಕೋಂ ಶಂಕರಪ್ಪ, 65 ವರ್ಷ, ವ್ಯವಸಾಯ, ವಾಸ: ಸಾಗರ ರಸ್ತೆ, ಶಿವಮೊಗ್ಗ. ವಿರುದ್ಧ ಎದುರುದಾರರು: ಸಾರ್ವಜನಿಕರು. (363, 1662, 656, 1682)
court3-sign: ನ್ಯಾಯಾಲಯದ ಆಜ್ಞೆ ಮೇರೆಗೆ (1215, 1914, 1291, 1923)
story1-col3 (357, 395, 505, 840)
ad-krdcl-signatory: ಮುಖ್ಯ ಲೆಕ್ಕಾಧಿಕಾರಿ ಹಾಗೂ ಆ.ಸ (1205, 796, 1289, 805)
ad-krdcl-code: ವಾ.ಸಾ.ಸಂ/ಕಲಬುರಗಿ/46/ಕೆ.ಎಂ.ಎ.ಸಿ/2025-26 (848, 796, 986, 805)
story2-col4 (1112, 222, 1299, 550)
story3-headline: ಕೃಷಿ ಪದವಿ ಪರಿಚಯ ತರಬೇತಿಗೆ ಆಹ್ವಾನ (528, 564, 779, 586)
ad-krdl-org: ಕರ್ನಾಟಕ ಗ್ರಾಮೀಣಾಭಿವೃದ್ಧಿ ಮೂಲಸೌಲಭ್ಯ ನಿಗಮ (72, 1632, 250, 1645)
ad-forest-ref: ಸಂಖ್ಯೆ : ಟಿ/ಟಿಯು/ಬ್ಲಾಕ್‌/2025-26 ದಿನಾಂಕ: 16.04.2025 (368, 1392, 543, 1401)
court3-case: ಸಿ.ಮಿಸ್. ನಂ : 122/2025 (1107, 1632, 1189, 1641)
ad-pwd-band: ಟೆಂಡರ್ ಪ್ರಕಟಣೆ ಸಂಖ್ಯೆ: 02/2025-26 ದಿನಾಂಕ: 09.04.2025 (840, 921, 1297, 944)
story4-headline-line1: ಪಠ್ಯಾಂತರ್ಗತ ಹಸೆ (40, 855, 216, 890)
imprint-footer (40, 1985, 1299, 2027)
court3-lawyer: ಅರ್ಜಿದಾರರ ಪರ ವಕೀಲರು (1005, 1914, 1074, 1923)
court3-foot (999, 1911, 1297, 1926)
issue-date: 19 ಏಪ್ರಿಲ್ 2025 (145, 48, 240, 64)
court1-body: ಮೇಲ್ಕಂಡ ಅರ್ಜಿದಾರರು ತಮ್ಮ ತಂದೆಯವರ ಜನನ ದಿನಾಂಕ 03-11-2012 ಅನ್ನು ಜನನ ಮತ್ತು ಮರಣ ನೋಂದಣಿ ಪುಸ್ತಕದಲ್ಲಿ ದಾಖಲಿಸಲು ಆದೇಶ ಕೋರಿ ಅರ್ಜಿ ಸಲ್ಲಿಸಿರುತ್ತಾರೆ. ಈ ಬಗ್ಗೆ ಯಾರಿಗಾದರೂ ಆಕ್ಷೇಪಣೆ ಇದ್ದಲ್ಲಿ ದಿನಾಂಕ 08-05-2025 ರಂದು ಬೆಳಿಗ್ಗೆ 11 ಗಂಟೆಗೆ ನ್ಯಾಯಾಲಯದಲ್ಲಿ ಖುದ್ದಾಗಿ ಅಥವಾ ವಕೀಲರ ಮೂಲಕ ಹಾಜರಾಗಿ ಆಕ್ಷೇಪಣೆ ಸಲ್ಲಿಸಬಹುದು. ತಪ್ಪಿದಲ್ಲಿ ಏಕಪಕ್ಷೀಯವಾಗಿ ತೀರ್ಮಾನಿಸಲಾಗುವುದು. (363, 1722, 656, 1764)
story2-headline-line1: ಪಿ.ಎಂ.ಶ್ರೀ ಯೋಜನೆಗೆ ಆಯ್ಕೆಯಾದ (528, 92, 1012, 141)
court1-case: ಓ.ಎಸ್. ನಂ : 47/2025 (472, 1649, 547, 1658)
story5-body1: ಪಾವನ ಪುಣ್ಯ ಕ್ಷೇತ್ರ ಧರ್ಮಸ್ಥಳದಲ್ಲಿ ಭಕ್ತಾದಿಗಳ ಅನುಕೂಲಕ್ಕಾಗಿ ನಿರ್ಮಿಸಲಾದ ನೂತನ ಕಲ್ಯಾಣ ಮಂಟಪಗಳ ಸಮುಚ್ಚಯವನ್ನು ನಾಳೆ ಉದ್ಘಾಟಿಸಲಾಗುವುದು. ಸುಮಾರು ನಾಲ್ಕು ಮಂಟಪಗಳು ಹಾಗೂ ವಸತಿ ಕೊಠಡಿಗಳನ್ನು ಒಳಗೊಂಡಿದೆ. (360, 1150, 590, 1199)
story5-headline (360, 855, 830, 922)
ad-kuwsdb-contact: ದೂ: 0836-2447890 ಇ-ಮೇಲ್: kwbcen@gmail.com (737, 1342, 927, 1351)
story5-headline-line1: ನಾಳೆ ಧರ್ಮಸ್ಥಳದಲ್ಲಿ ನೂತನ ಕಲ್ಯಾಣ (360, 855, 691, 888)
page-number: ೧೧ (1240, 22, 1274, 57)
city-name: ಶಿವಮೊಗ್ಗ (40, 38, 84, 54)
ad-pwd-code: ವಾ.ಸಾ.ಸಂ/ಹಾಸನ/05/ಕೆ.ಎಂ.ಎ.ಸಿ/2025-26 (848, 1278, 977, 1287)
